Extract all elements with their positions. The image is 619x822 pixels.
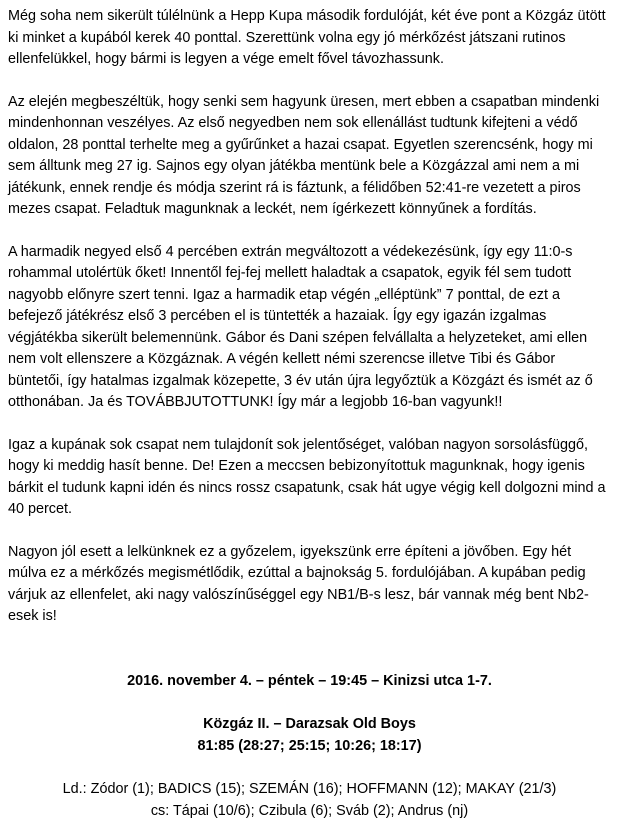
paragraph-second-half: A harmadik negyed első 4 percében extrán megváltozott a védekezésünk, így egy 11:0-s rohammal utolértük őket! Innentől fej-fej mellett haladtak a csapatok, egyik fél sem tudott nagyobb előnyre szert tenni. Igaz a harmadik etap végén „elléptünk” 7 ponttal, de ezt a befejező játékrész első 3 percében el is tüntették a hazaiak. Így egy igazán izgalmas végjátékba sikerült belemennünk. Gábor és Dani szépen felvállalta a helyzeteket, ami ellen nem volt ellenszere a Közgáznak. A végén kellett némi szerencse illetve Tibi és Gábor büntetői, így hatalmas izgalmak közepette, 3 év után újra legyőztük a Közgázt és ismét az ő otthonában. Ja és TOVÁBBJUTOTTUNK! Így már a legjobb 16-ban vagyunk!!	[8, 242, 611, 414]
paragraph-outlook: Nagyon jól esett a lelkünknek ez a győzelem, igyekszünk erre építeni a jövőben. Egy hét múlva ez a mérkőzés megismétlődik, ezúttal a bajnokság 5. fordulójában. A kupában pedig várjuk az ellenfelet, aki nagy valószínűséggel egy NB1/B-s lesz, bár vannak még bent Nb2-esek is!	[8, 542, 611, 628]
paragraph-cup-reflection: Igaz a kupának sok csapat nem tulajdonít sok jelentőséget, valóban nagyon sorsolásfüggő, hogy ki meddig hasít benne. De! Ezen a meccsen bebizonyítottuk magunknak, hogy igenis bárkit el tudunk kapni idén és nincs rossz csapatunk, csak hát ugye végig kell dolgozni mind a 40 percet.	[8, 435, 611, 521]
spacer	[8, 757, 611, 779]
spacer	[8, 692, 611, 714]
scorers-cs-line: cs: Tápai (10/6); Czibula (6); Sváb (2); Andrus (nj)	[8, 801, 611, 822]
match-score-line: 81:85 (28:27; 25:15; 10:26; 18:17)	[8, 736, 611, 758]
scorers-ld-line: Ld.: Zódor (1); BADICS (15); SZEMÁN (16); HOFFMANN (12); MAKAY (21/3)	[8, 779, 611, 801]
match-teams-line: Közgáz II. – Darazsak Old Boys	[8, 714, 611, 736]
match-date-line: 2016. november 4. – péntek – 19:45 – Kinizsi utca 1-7.	[8, 671, 611, 693]
paragraph-first-half: Az elején megbeszéltük, hogy senki sem hagyunk üresen, mert ebben a csapatban mindenki mindenhonnan veszélyes. Az első negyedben nem sok ellenállást tudtunk kifejteni a védő oldalon, 28 ponttal terhelte meg a gyűrűnket a hazai csapat. Egyetlen szerencsénk, hogy mi sem álltunk meg 27 ig. Sajnos egy olyan játékba mentünk bele a Közgázzal ami nem a mi játékunk, ennek rendje és módja szerint rá is fáztunk, a félidőben 52:41-re vezetett a piros mezes csapat. Feladtuk magunknak a leckét, nem ígérkezett könnyűnek a fordítás.	[8, 92, 611, 221]
spacer	[8, 649, 611, 671]
paragraph-intro: Még soha nem sikerült túlélnünk a Hepp Kupa második fordulóját, két éve pont a Közgáz ütött ki minket a kupából kerek 40 ponttal. Szerettünk volna egy jó mérkőzést játszani rutinos ellenfelükkel, hogy bármi is legyen a vége emelt fővel távozhassunk.	[8, 6, 611, 71]
